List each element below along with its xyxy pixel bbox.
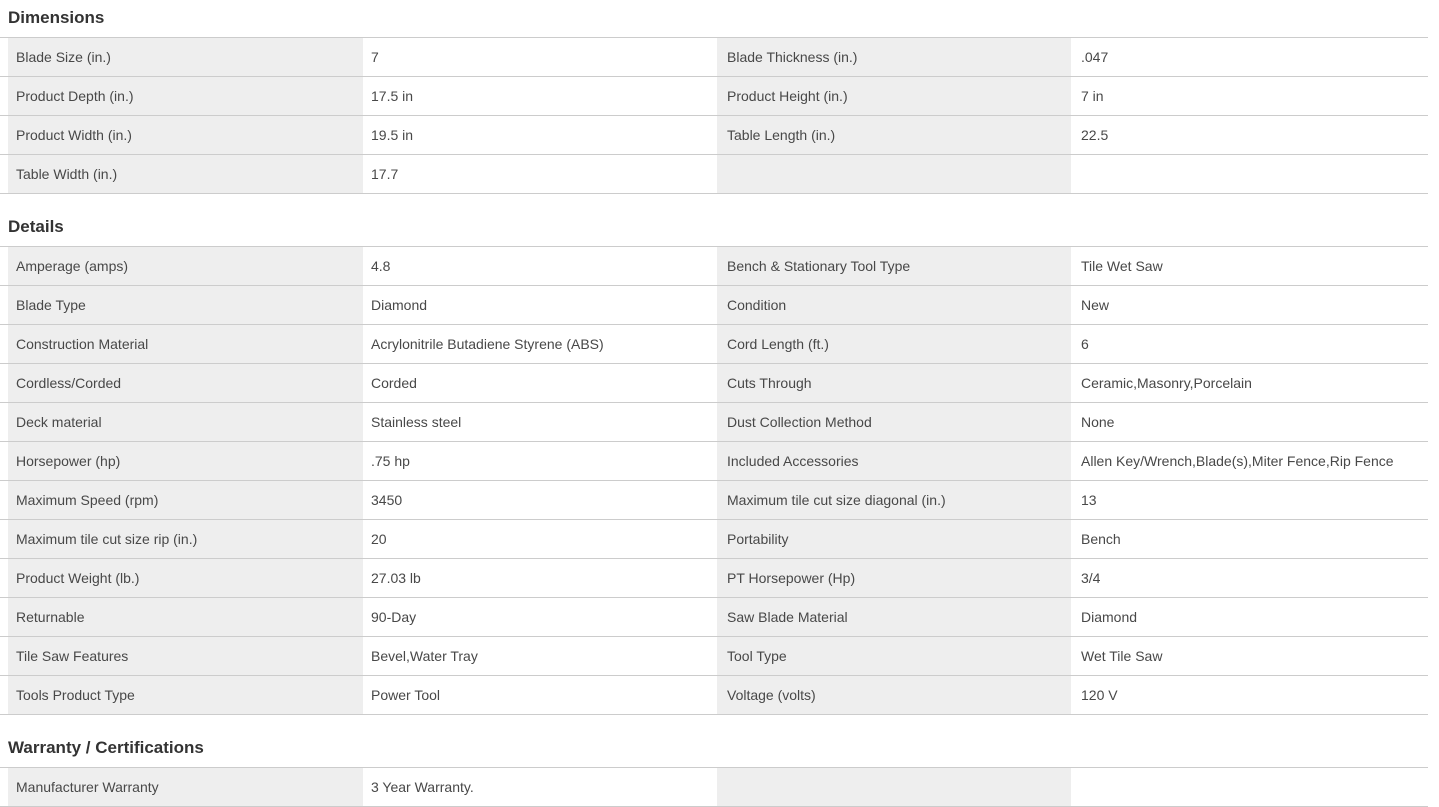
spec-section: [0, 7, 1439, 194]
spec-table: [0, 767, 1428, 807]
spec-value-cell: 3/4: [1081, 570, 1101, 586]
spec-label-cell: PT Horsepower (Hp): [717, 559, 1071, 597]
spec-label-cell: Returnable: [8, 598, 363, 636]
spec-label-cell: Tile Saw Features: [8, 637, 363, 675]
spec-row: [0, 598, 1428, 637]
spec-row: [0, 403, 1428, 442]
spec-value-cell: Diamond: [371, 297, 428, 313]
spec-row: [0, 768, 1428, 807]
spec-label-cell: Cuts Through: [717, 364, 1071, 402]
spec-value-cell: 27.03 lb: [371, 570, 421, 586]
spec-value-cell: None: [1081, 414, 1115, 430]
spec-label-cell: Horsepower (hp): [8, 442, 363, 480]
spec-value-cell: 3450: [371, 492, 403, 508]
section-title: Details: [8, 217, 64, 236]
spec-value-cell: New: [1081, 297, 1110, 313]
spec-value-cell: 90-Day: [371, 609, 417, 625]
spec-value-cell: Diamond: [1081, 609, 1138, 625]
spec-label-cell: Product Width (in.): [8, 116, 363, 154]
spec-label-cell: Product Height (in.): [717, 77, 1071, 115]
spec-section: [0, 216, 1439, 715]
spec-row: [0, 325, 1428, 364]
spec-value-cell: 3 Year Warranty.: [371, 779, 474, 795]
section-title: Warranty / Certifications: [8, 738, 204, 757]
spec-value-cell: 17.5 in: [371, 88, 414, 104]
spec-row: [0, 247, 1428, 286]
spec-label-cell: Manufacturer Warranty: [8, 768, 363, 806]
spec-label-cell: Construction Material: [8, 325, 363, 363]
specifications-panel: [0, 7, 1439, 807]
spec-label-cell: Product Weight (lb.): [8, 559, 363, 597]
spec-label-cell: Blade Thickness (in.): [717, 38, 1071, 76]
spec-table: [0, 246, 1428, 715]
spec-value-cell: Ceramic,Masonry,Porcelain: [1081, 375, 1252, 391]
spec-value-cell: 120 V: [1081, 687, 1118, 703]
spec-value-cell: Bench: [1081, 531, 1121, 547]
spec-value-cell: Acrylonitrile Butadiene Styrene (ABS): [371, 336, 604, 352]
spec-label-cell: Blade Size (in.): [8, 38, 363, 76]
spec-label-cell: Voltage (volts): [717, 676, 1071, 714]
spec-label-cell: Product Depth (in.): [8, 77, 363, 115]
spec-value-cell: 17.7: [371, 166, 399, 182]
spec-label-cell: Cord Length (ft.): [717, 325, 1071, 363]
spec-label-cell: Included Accessories: [717, 442, 1071, 480]
spec-label-cell: Blade Type: [8, 286, 363, 324]
spec-label-cell: Bench & Stationary Tool Type: [717, 247, 1071, 285]
spec-label-cell: Cordless/Corded: [8, 364, 363, 402]
spec-value-cell: 19.5 in: [371, 127, 414, 143]
spec-value-cell: 20: [371, 531, 387, 547]
spec-value-cell: 7: [371, 49, 379, 65]
spec-value-cell: 22.5: [1081, 127, 1109, 143]
spec-label-cell: Portability: [717, 520, 1071, 558]
spec-row: [0, 442, 1428, 481]
spec-row: [0, 676, 1428, 715]
spec-row: [0, 155, 1428, 194]
spec-value-cell: Bevel,Water Tray: [371, 648, 478, 664]
spec-section: [0, 737, 1439, 807]
spec-table: [0, 37, 1428, 194]
spec-value-cell: 4.8: [371, 258, 391, 274]
spec-row: [0, 38, 1428, 77]
section-title: Dimensions: [8, 8, 105, 27]
spec-label-cell: Tool Type: [717, 637, 1071, 675]
spec-value-cell: Power Tool: [371, 687, 441, 703]
spec-value-cell: Tile Wet Saw: [1081, 258, 1163, 274]
spec-value-cell: Wet Tile Saw: [1081, 648, 1163, 664]
spec-row: [0, 559, 1428, 598]
spec-row: [0, 364, 1428, 403]
spec-row: [0, 520, 1428, 559]
spec-label-cell: Deck material: [8, 403, 363, 441]
spec-label-cell: [717, 155, 1071, 193]
spec-row: [0, 77, 1428, 116]
spec-label-cell: Maximum tile cut size diagonal (in.): [717, 481, 1071, 519]
spec-value-cell: 13: [1081, 492, 1097, 508]
spec-value-cell: Allen Key/Wrench,Blade(s),Miter Fence,Rip Fence: [1081, 453, 1394, 469]
spec-row: [0, 637, 1428, 676]
spec-value-cell: [1071, 768, 1428, 806]
spec-label-cell: Table Length (in.): [717, 116, 1071, 154]
spec-label-cell: Amperage (amps): [8, 247, 363, 285]
spec-label-cell: Maximum tile cut size rip (in.): [8, 520, 363, 558]
spec-value-cell: 6: [1081, 336, 1089, 352]
spec-row: [0, 286, 1428, 325]
spec-label-cell: [717, 768, 1071, 806]
spec-value-cell: Corded: [371, 375, 417, 391]
spec-label-cell: Table Width (in.): [8, 155, 363, 193]
spec-value-cell: Stainless steel: [371, 414, 462, 430]
spec-label-cell: Saw Blade Material: [717, 598, 1071, 636]
spec-row: [0, 116, 1428, 155]
spec-label-cell: Dust Collection Method: [717, 403, 1071, 441]
spec-label-cell: Tools Product Type: [8, 676, 363, 714]
spec-value-cell: [1071, 155, 1428, 193]
spec-label-cell: Condition: [717, 286, 1071, 324]
spec-value-cell: .75 hp: [371, 453, 410, 469]
spec-label-cell: Maximum Speed (rpm): [8, 481, 363, 519]
spec-value-cell: .047: [1081, 49, 1109, 65]
spec-value-cell: 7 in: [1081, 88, 1104, 104]
spec-row: [0, 481, 1428, 520]
